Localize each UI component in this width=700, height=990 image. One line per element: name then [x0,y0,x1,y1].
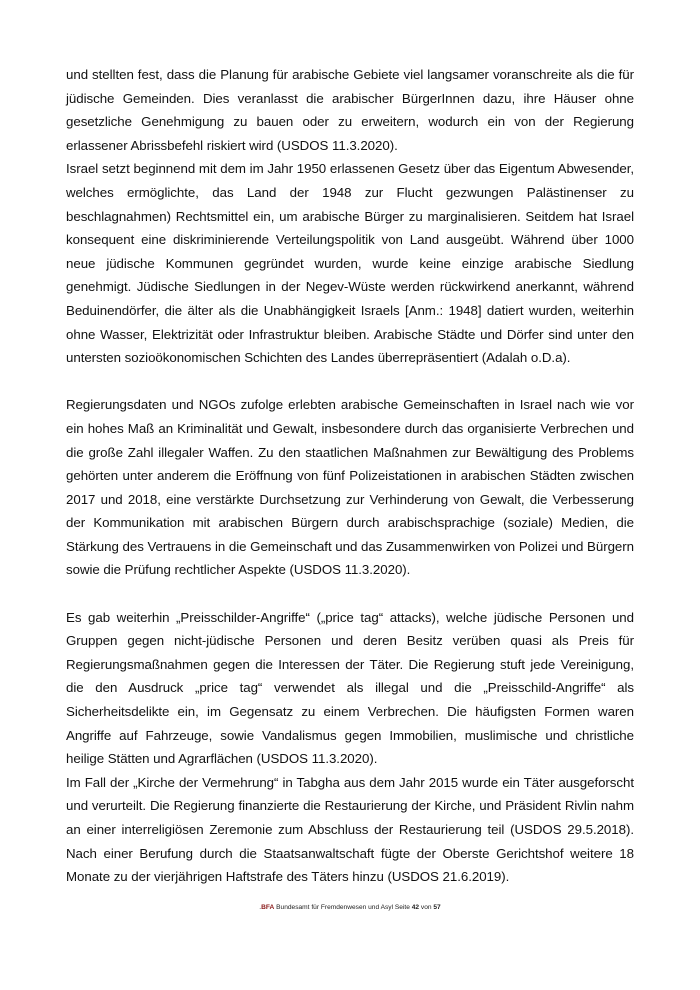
paragraph-price-tag-attacks: Es gab weiterhin „Preisschilder-Angriffe“ („price tag“ attacks), welche jüdische Personen und Gruppen gegen nicht-jüdische Personen und deren Besitz verüben quasi als Preis für Regierungsmaßnahmen gegen die Interessen der Täter. Die Regierung stuft jede Vereinigung, die den Ausdruck „price tag“ verwendet als illegal und die „Preisschild-Angriffe“ als Sicherheitsdelikte ein, im Gegensatz zu einem Verbrechen. Die häufigsten Formen waren Angriffe auf Fahrzeuge, sowie Vandalismus gegen Immobilien, muslimische und christliche heilige Stätten und Agrarflächen (USDOS 11.3.2020). [66,609,634,767]
paragraph-crime-violence: Regierungsdaten und NGOs zufolge erlebten arabische Gemeinschaften in Israel nach wie vor ein hohes Maß an Kriminalität und Gewalt, insbesondere durch das organisierte Verbrechen und die große Zahl illegaler Waffen. Zu den staatlichen Maßnahmen zur Bewältigung des Problems gehörten unter anderem die Eröffnung von fünf Polizeistationen in arabischen Städten zwischen 2017 und 2018, eine verstärkte Durchsetzung zur Verhinderung von Gewalt, die Verbesserung der Kommunikation mit arabischen Bürgern durch arabischsprachige (soziale) Medien, die Stärkung des Vertrauens in die Gemeinschaft und das Zusammenwirken von Polizei und Bürgern sowie die Prüfung rechtlicher Aspekte (USDOS 11.3.2020). [66,397,634,578]
document-body [66,63,634,889]
page-number-separator: von [419,904,434,911]
page-number-total: 57 [433,904,441,911]
paragraph-spacer [66,370,634,394]
footer-brand-logo: BFA [261,904,275,911]
page-number-current: 42 [411,904,420,911]
footer-prefix: . [259,904,262,911]
paragraph-spacer [66,582,634,606]
page-footer [0,904,700,911]
paragraph-tabgha-church: Im Fall der „Kirche der Vermehrung“ in Tabgha aus dem Jahr 2015 wurde ein Täter ausgeforscht und verurteilt. Die Regierung finanzierte die Restaurierung der Kirche, und Präsident Rivlin nahm an einer interreligiösen Zeremonie zum Abschluss der Restaurierung teil (USDOS 29.5.2018). Nach einer Berufung durch die Staatsanwaltschaft fügte der Oberste Gerichtshof weitere 18 Monate zu der vierjährigen Haftstrafe des Täters hinzu (USDOS 21.6.2019). [66,774,634,885]
paragraph-planning: und stellten fest, dass die Planung für arabische Gebiete viel langsamer voranschreite als die für jüdische Gemeinden. Dies veranlasst die arabischer BürgerInnen dazu, ihre Häuser ohne gesetzliche Genehmigung zu bauen oder zu erweitern, wodurch ein von der Regierung erlassener Abrissbefehl riskiert wird (USDOS 11.3.2020). [66,67,634,153]
footer-organization: Bundesamt für Fremdenwesen und Asyl Seite [274,904,412,911]
paragraph-land-policy: Israel setzt beginnend mit dem im Jahr 1950 erlassenen Gesetz über das Eigentum Abwesender, welches ermöglichte, das Land der 1948 zur Flucht gezwungen Palästinenser zu beschlagnahmen) Rechtsmittel ein, um arabische Bürger zu marginalisieren. Seitdem hat Israel konsequent eine diskriminierende Verteilungspolitik von Land ausgeübt. Während über 1000 neue jüdische Kommunen gegründet wurden, wurde keine einzige arabische Siedlung genehmigt. Jüdische Siedlungen in der Negev-Wüste werden rückwirkend anerkannt, während Beduinendörfer, die älter als die Unabhängigkeit Israels [Anm.: 1948] datiert wurden, weiterhin ohne Wasser, Elektrizität oder Infrastruktur bleiben. Arabische Städte und Dörfer sind unter den untersten sozioökonomischen Schichten des Landes überrepräsentiert (Adalah o.D.a). [66,161,634,366]
